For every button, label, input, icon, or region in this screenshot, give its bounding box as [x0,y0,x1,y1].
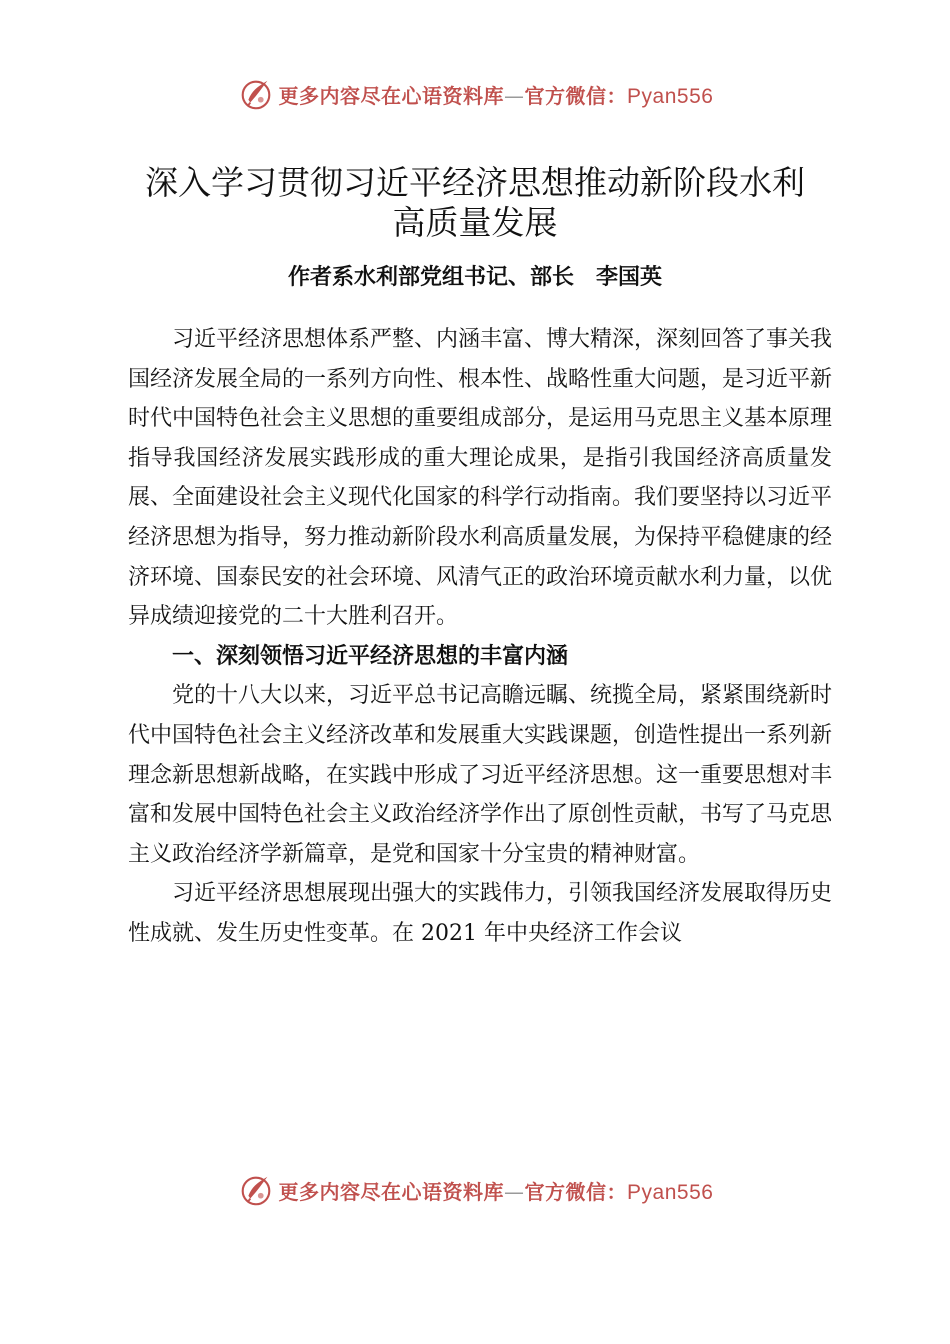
watermark-wechat-id: Pyan556 [627,1180,714,1204]
watermark-banner-bottom [0,1168,950,1212]
section-heading-1: 一、深刻领悟习近平经济思想的丰富内涵 [172,643,569,669]
paragraph-3: 习近平经济思想展现出强大的实践伟力，引领我国经济发展取得历史性成就、发生历史性变革。在 2021 年中央经济工作会议 [128,881,833,946]
watermark-official-label: 官方微信： [524,1179,628,1204]
watermark-separator: — [504,83,525,108]
brand-logo-icon [237,75,275,113]
watermark-text [279,1176,714,1205]
watermark-wechat-id: Pyan556 [627,84,714,108]
article-title [110,163,840,243]
watermark-banner-top [0,72,950,116]
article-byline [110,258,840,298]
watermark-separator: — [504,1179,525,1204]
byline-role: 作者系水利部党组书记、部长 [287,265,574,290]
paragraph-1: 习近平经济思想体系严整、内涵丰富、博大精深，深刻回答了事关我国经济发展全局的一系列方向性、根本性、战略性重大问题，是习近平新时代中国特色社会主义思想的重要组成部分，是运用马克思主义基本原理指导我国经济发展实践形成的重大理论成果，是指引我国经济高质量发展、全面建设社会主义现代化国家的科学行动指南。我们要坚持以习近平经济思想为指导，努力推动新阶段水利高质量发展，为保持平稳健康的经济环境、国泰民安的社会环境、风清气正的政治环境贡献水利力量，以优异成绩迎接党的二十大胜利召开。 [128,327,833,630]
article-body [128,320,832,954]
watermark-official-label: 官方微信： [524,83,628,108]
title-line-2: 高质量发展 [392,203,558,242]
byline-name: 李国英 [596,265,663,290]
title-line-1: 深入学习贯彻习近平经济思想推动新阶段水利 [145,163,805,202]
watermark-main-text: 更多内容尽在心语资料库 [278,1179,505,1204]
watermark-main-text: 更多内容尽在心语资料库 [278,83,505,108]
brand-logo-icon [237,1171,275,1209]
paragraph-2: 党的十八大以来，习近平总书记高瞻远瞩、统揽全局，紧紧围绕新时代中国特色社会主义经济改革和发展重大实践课题，创造性提出一系列新理念新思想新战略，在实践中形成了习近平经济思想。这一重要思想对丰富和发展中国特色社会主义政治经济学作出了原创性贡献，书写了马克思主义政治经济学新篇章，是党和国家十分宝贵的精神财富。 [128,683,833,867]
watermark-text [279,80,714,109]
